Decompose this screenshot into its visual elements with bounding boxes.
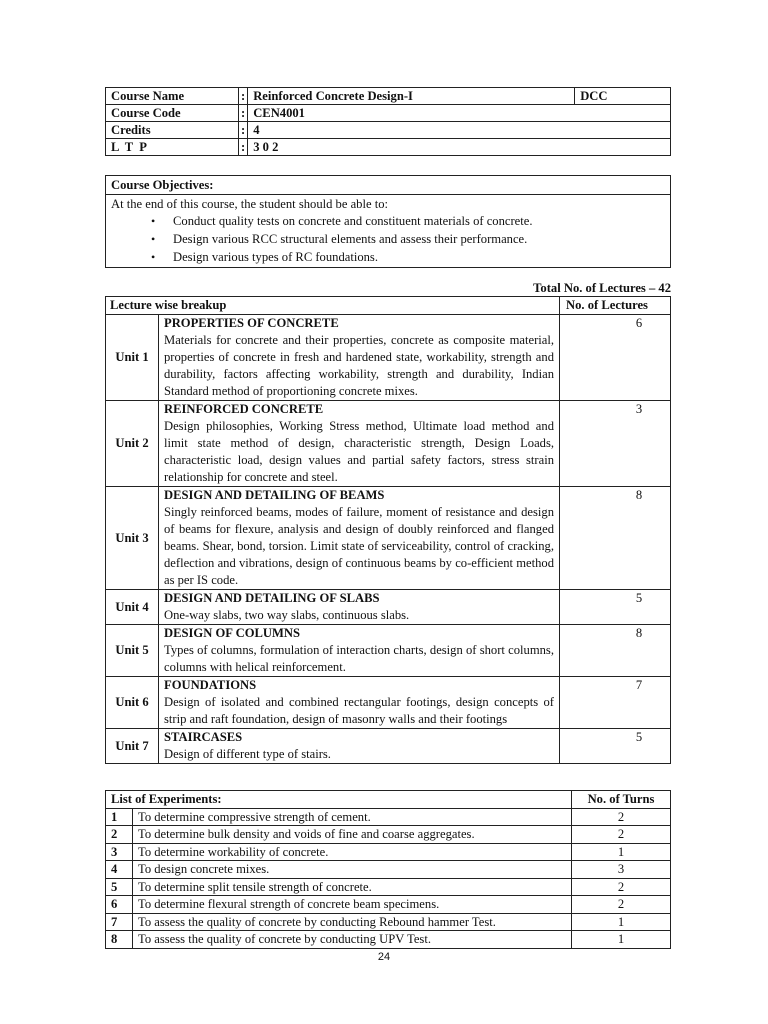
table-row — [106, 401, 671, 487]
unit-topic — [159, 315, 560, 401]
experiment-text: To determine flexural strength of concrete beam specimens. — [133, 896, 572, 914]
course-code-row — [106, 105, 671, 122]
table-row — [106, 826, 671, 844]
unit-description: Design of different type of stairs. — [164, 747, 331, 761]
unit-label: Unit 6 — [106, 677, 159, 729]
lecture-count: 7 — [635, 678, 643, 692]
experiment-turns: 1 — [572, 913, 671, 931]
experiment-number: 8 — [106, 931, 133, 949]
ltp-row — [106, 139, 671, 156]
unit-description: Design philosophies, Working Stress method, Ultimate load method and limit state method of design, characteristic strength, Design Loads, characteristic load, design values and partial safety factors, stress strain relationship for concrete and steel. — [164, 419, 554, 484]
unit-topic — [159, 487, 560, 590]
unit-label: Unit 7 — [106, 729, 159, 764]
credits-label: Credits — [106, 122, 239, 139]
bullet-icon: • — [151, 232, 156, 246]
unit-topic — [159, 625, 560, 677]
table-row — [106, 487, 671, 590]
experiment-turns: 1 — [572, 843, 671, 861]
experiment-turns: 2 — [572, 826, 671, 844]
experiment-number: 5 — [106, 878, 133, 896]
total-lectures: Total No. of Lectures – 42 — [533, 281, 671, 295]
lecture-count: 8 — [635, 626, 643, 640]
lecture-count: 5 — [635, 730, 643, 744]
experiment-number: 7 — [106, 913, 133, 931]
objectives-heading: Course Objectives: — [106, 176, 671, 195]
unit-title: FOUNDATIONS — [164, 678, 257, 692]
experiments-table — [105, 790, 671, 949]
objectives-intro: At the end of this course, the student should be able to: — [111, 197, 389, 211]
experiment-turns: 1 — [572, 931, 671, 949]
unit-description: One-way slabs, two way slabs, continuous slabs. — [164, 608, 410, 622]
unit-description: Design of isolated and combined rectangular footings, design concepts of strip and raft foundation, design of masonry walls and their footings — [164, 695, 554, 726]
course-name-label: Course Name — [106, 88, 239, 105]
unit-label: Unit 3 — [106, 487, 159, 590]
lecture-header-left: Lecture wise breakup — [106, 297, 560, 315]
lecture-count: 3 — [635, 402, 643, 416]
lecture-count-cell — [560, 487, 671, 590]
page-number: 24 — [377, 951, 391, 963]
unit-title: PROPERTIES OF CONCRETE — [164, 316, 339, 330]
experiment-text: To design concrete mixes. — [133, 861, 572, 879]
separator: : — [239, 122, 248, 139]
unit-description: Materials for concrete and their properties, concrete as composite material, properties of concrete in fresh and hardened state, workability, strength and durability, factors affecting workability, strength and durability, Indian Standard method of proportioning concrete mixes. — [164, 333, 554, 398]
experiment-text: To assess the quality of concrete by conducting UPV Test. — [133, 931, 572, 949]
course-code-value: CEN4001 — [248, 105, 671, 122]
table-row — [106, 625, 671, 677]
lecture-count: 6 — [635, 316, 643, 330]
experiment-text: To assess the quality of concrete by conducting Rebound hammer Test. — [133, 913, 572, 931]
unit-title: DESIGN OF COLUMNS — [164, 626, 300, 640]
unit-label: Unit 1 — [106, 315, 159, 401]
experiment-number: 2 — [106, 826, 133, 844]
course-objectives-table — [105, 175, 671, 268]
ltp-value: 3 0 2 — [248, 139, 671, 156]
course-code-label: Course Code — [106, 105, 239, 122]
unit-title: REINFORCED CONCRETE — [164, 402, 324, 416]
experiment-number: 1 — [106, 808, 133, 826]
experiment-text: To determine bulk density and voids of fine and coarse aggregates. — [133, 826, 572, 844]
lecture-breakup-table — [105, 296, 671, 764]
unit-topic — [159, 590, 560, 625]
course-category: DCC — [575, 88, 671, 105]
credits-row — [106, 122, 671, 139]
experiments-header-row — [106, 791, 671, 809]
list-item — [111, 230, 665, 248]
unit-title: DESIGN AND DETAILING OF BEAMS — [164, 488, 385, 502]
experiment-number: 4 — [106, 861, 133, 879]
experiment-turns: 2 — [572, 808, 671, 826]
table-row — [106, 878, 671, 896]
lecture-count-cell — [560, 401, 671, 487]
table-row — [106, 843, 671, 861]
separator: : — [239, 105, 248, 122]
lecture-header-right: No. of Lectures — [560, 297, 671, 315]
lecture-count-cell — [560, 315, 671, 401]
list-item — [111, 248, 665, 266]
objective-text: Conduct quality tests on concrete and constituent materials of concrete. — [173, 214, 533, 228]
unit-topic — [159, 729, 560, 764]
table-row — [106, 729, 671, 764]
experiments-header-left: List of Experiments: — [106, 791, 572, 809]
bullet-icon: • — [151, 214, 156, 228]
table-row — [106, 861, 671, 879]
unit-topic — [159, 401, 560, 487]
experiment-turns: 2 — [572, 896, 671, 914]
bullet-icon: • — [151, 250, 156, 264]
table-row — [106, 896, 671, 914]
unit-title: STAIRCASES — [164, 730, 243, 744]
experiment-number: 6 — [106, 896, 133, 914]
table-row — [106, 931, 671, 949]
objective-text: Design various types of RC foundations. — [173, 250, 378, 264]
objectives-list — [111, 212, 665, 266]
experiment-turns: 2 — [572, 878, 671, 896]
lecture-count-cell — [560, 729, 671, 764]
objective-text: Design various RCC structural elements and assess their performance. — [173, 232, 528, 246]
lecture-count-cell — [560, 677, 671, 729]
unit-topic — [159, 677, 560, 729]
credits-value: 4 — [248, 122, 671, 139]
experiment-text: To determine split tensile strength of concrete. — [133, 878, 572, 896]
ltp-label: L T P — [106, 139, 239, 156]
separator: : — [239, 139, 248, 156]
unit-label: Unit 4 — [106, 590, 159, 625]
table-row — [106, 808, 671, 826]
lecture-count: 5 — [635, 591, 643, 605]
course-info-table — [105, 87, 671, 156]
course-name-row — [106, 88, 671, 105]
table-row — [106, 590, 671, 625]
experiment-number: 3 — [106, 843, 133, 861]
unit-description: Types of columns, formulation of interaction charts, design of short columns, columns with helical reinforcement. — [164, 643, 554, 674]
separator: : — [239, 88, 248, 105]
table-row — [106, 677, 671, 729]
unit-description: Singly reinforced beams, modes of failure, moment of resistance and design of beams for flexure, analysis and design of doubly reinforced and flanged beams. Shear, bond, torsion. Limit state of serviceability, control of cracking, deflection and vibrations, design of continuous beams by co-efficient method as per IS code. — [164, 505, 554, 587]
unit-label: Unit 2 — [106, 401, 159, 487]
lecture-count: 8 — [635, 488, 643, 502]
objectives-body — [106, 195, 671, 268]
experiment-text: To determine compressive strength of cement. — [133, 808, 572, 826]
unit-label: Unit 5 — [106, 625, 159, 677]
lecture-header-row — [106, 297, 671, 315]
experiment-text: To determine workability of concrete. — [133, 843, 572, 861]
table-row — [106, 315, 671, 401]
experiment-turns: 3 — [572, 861, 671, 879]
course-name-value: Reinforced Concrete Design-I — [248, 88, 575, 105]
table-row — [106, 913, 671, 931]
unit-title: DESIGN AND DETAILING OF SLABS — [164, 591, 380, 605]
list-item — [111, 212, 665, 230]
lecture-count-cell — [560, 590, 671, 625]
experiments-header-right: No. of Turns — [572, 791, 671, 809]
lecture-count-cell — [560, 625, 671, 677]
